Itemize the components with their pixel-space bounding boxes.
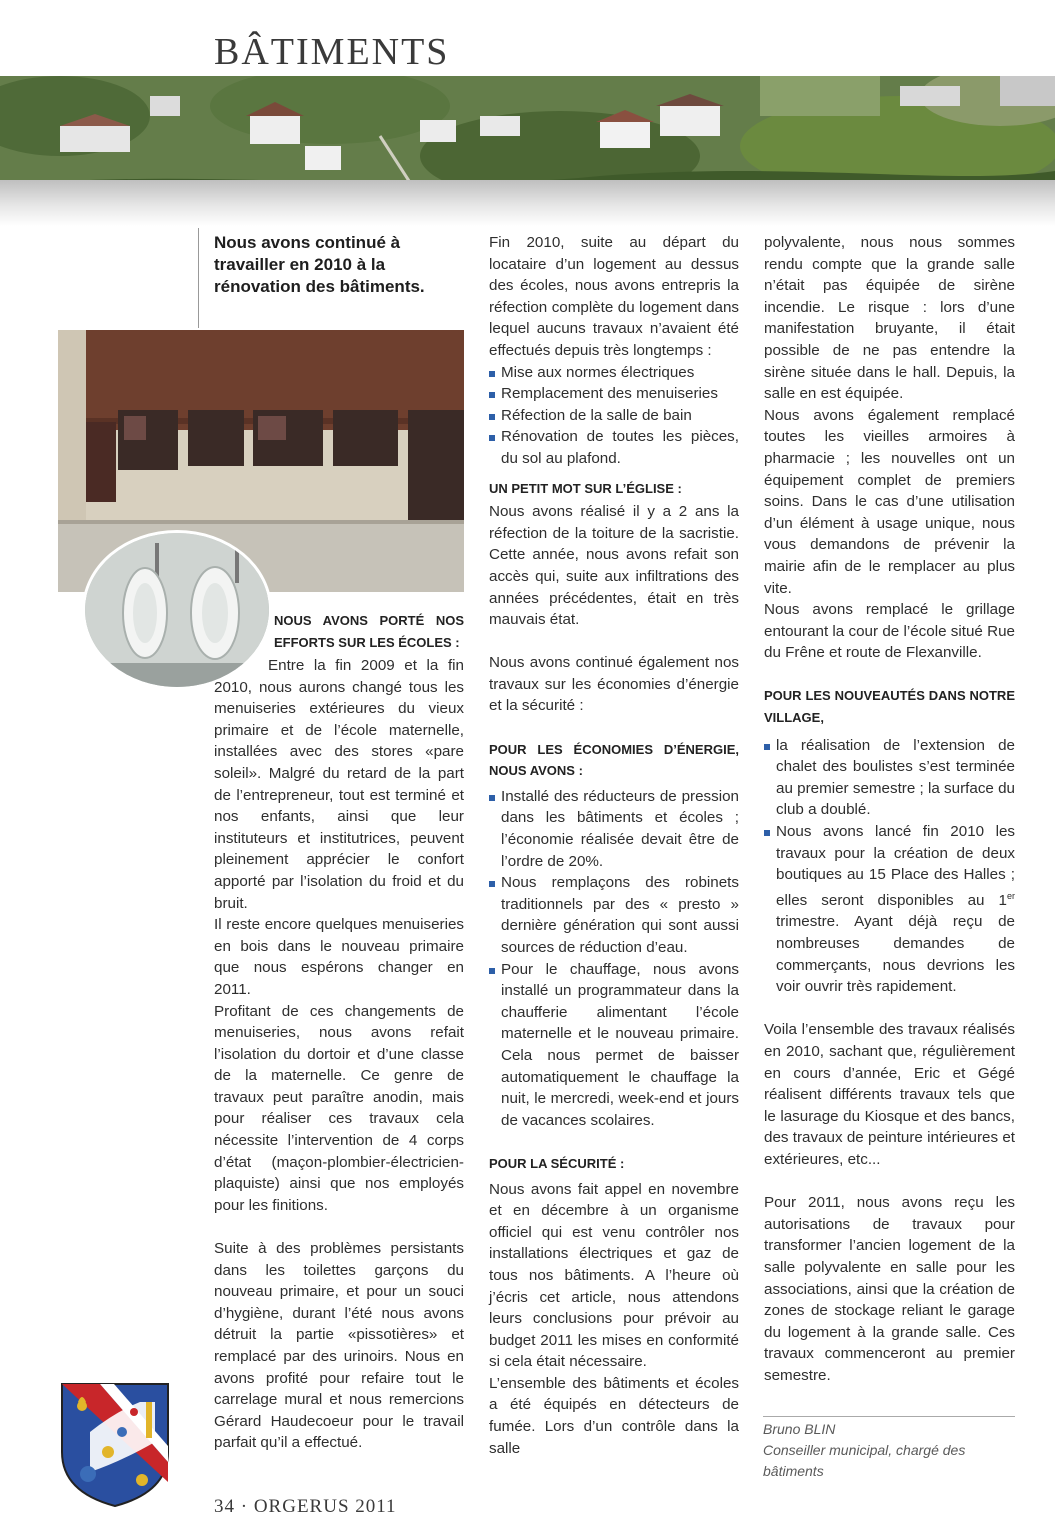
list-item: Réfection de la salle de bain bbox=[489, 405, 739, 427]
author-role-line-1: Conseiller municipal, chargé des bbox=[763, 1442, 966, 1458]
author-role-line-2: bâtiments bbox=[763, 1463, 824, 1479]
schools-heading: NOUS AVONS PORTÉ NOS EFFORTS SUR LES ÉCOLES : bbox=[274, 613, 464, 650]
smoke-detectors-paragraph: L’ensemble des bâtiments et écoles a été équipés en détecteurs de fumée. Lors d’un contrôle dans la salle bbox=[489, 1374, 739, 1457]
column-1-body-shaped bbox=[214, 655, 464, 1454]
list-item-text: trimestre. Ayant déjà reçu de nombreuses demandes de commerçants, nous devrions les voir ouvrir très rapidement. bbox=[776, 913, 1015, 996]
fence-paragraph: Nous avons remplacé le grillage entourant la cour de l’école situé Rue du Frêne et route de Flexanville. bbox=[764, 601, 1015, 662]
coat-of-arms-icon bbox=[60, 1382, 170, 1508]
list-item bbox=[764, 821, 1015, 998]
author-signature bbox=[763, 1416, 1015, 1482]
column-divider bbox=[198, 228, 199, 328]
page-footer bbox=[214, 1496, 397, 1518]
footer-separator: · bbox=[240, 1496, 249, 1517]
schools-paragraph-2: Il reste encore quelques menuiseries en bois dans le nouveau primaire que nous espérons changer en 2011. bbox=[214, 916, 464, 998]
church-paragraph: Nous avons réalisé il y a 2 ans la réfection de la toiture de la sacristie. Cette année, nous avons refait son accès qui, suite aux infiltrations des années précédentes, était en très mauvais état. bbox=[489, 503, 739, 629]
summary-paragraph: Voila l’ensemble des travaux réalisés en 2010, sachant que, régulièrement en cours d’année, Eric et Gégé réalisent différents travaux tels que le lasurage du Kiosque et des bancs, des travaux de peinture intérieures et extérieures, etc... bbox=[764, 1021, 1015, 1168]
schools-paragraph-1: Entre la fin 2009 et la fin 2010, nous aurons changé tous les menuiseries extérieures du vieux primaire et de l’école maternelle, installées avec des stores «pare soleil». Malgré du retard de la part de l’entrepreneur, tout est terminé et nos enfants, ainsi que leur instituteurs et institutrices, peuvent pleinement apprécier le confort apporté par l’isolation du froid et du bruit. bbox=[214, 657, 464, 912]
column-2 bbox=[489, 232, 739, 1459]
security-heading: POUR LA SÉCURITÉ : bbox=[489, 1155, 625, 1171]
lead-paragraph: Nous avons continué à travailler en 2010 à la rénovation des bâtiments. bbox=[214, 233, 425, 296]
schools-paragraph-3: Profitant de ces changements de menuiseries, nous avons refait l’isolation du dortoir et d’une classe de la maternelle. Ce genre de travaux peut paraître anodin, mais pour réaliser ces travaux cela nécessite l’intervention de 4 corps d’état (maçon-plombier-électricien-plaquiste) ainsi que nos employés pour les finitions. bbox=[214, 1002, 464, 1214]
siren-paragraph: polyvalente, nous nous sommes rendu compte que la grande salle n’était pas équipée de sirène incendie. Le risque : lors d’une manifestation bruyante, il était possible de ne pas entendre la sirène située dans le hall. Depuis, la salle en est équipée. bbox=[764, 234, 1015, 403]
news-list bbox=[764, 735, 1015, 998]
page-number: 34 bbox=[214, 1496, 235, 1517]
list-item: Pour le chauffage, nous avons installé un programmateur dans la chaufferie alimentant l’école maternelle et le nouveau primaire. Cela nous permet de baisser automatiquement le chauffage la nuit, le mercredi, week-end et jours de vacances scolaires. bbox=[489, 959, 739, 1132]
list-item: Nous remplaçons des robinets traditionnels par des « presto » dernière génération qui sont aussi sources de réduction d’eau. bbox=[489, 872, 739, 958]
apartment-works-list bbox=[489, 362, 739, 470]
list-item: Rénovation de toutes les pièces, du sol au plafond. bbox=[489, 426, 739, 469]
pharmacy-paragraph: Nous avons également remplacé toutes les vieilles armoires à pharmacie ; les nouvelles ont un équipement complet de premiers soins. Dans le cas d’une utilisation d’un élément à usage unique, nous vous demandons de prévenir la mairie afin de le remplacer au plus vite. bbox=[764, 406, 1015, 597]
column-3 bbox=[764, 232, 1015, 1387]
schools-paragraph-4: Suite à des problèmes persistants dans les toilettes garçons du nouveau primaire, et pour un souci d’hygiène, durant l’été nous avons détruit la partie «pissotières» et remplacé par des urinoirs. Nous en avons profité pour refaire tout le carrelage mural et nous remercions Gérard Haudecoeur pour le travail parfait qu’il a effectué. bbox=[214, 1240, 464, 1452]
security-paragraph: Nous avons fait appel en novembre et en décembre à un organisme officiel qui est venu contrôler nos installations électriques et gaz de tous nos bâtiments. A l’heure où j’écris cet article, nous attendons leurs conclusions pour prévoir au budget 2011 les mises en conformité si cela était nécessaire. bbox=[489, 1180, 739, 1371]
list-item: la réalisation de l’extension de chalet des boulistes s’est terminée au premier semestre ; la surface du club a doublé. bbox=[764, 735, 1015, 821]
energy-intro: Nous avons continué également nos travaux sur les économies d’énergie et la sécurité : bbox=[489, 654, 739, 715]
news-heading: POUR LES NOUVEAUTÉS DANS NOTRE VILLAGE, bbox=[764, 688, 1015, 726]
publication-name: ORGERUS 2011 bbox=[253, 1496, 397, 1517]
column-1-heading bbox=[274, 610, 464, 653]
energy-heading: POUR LES ÉCONOMIES D’ÉNERGIE, NOUS AVONS : bbox=[489, 741, 739, 779]
list-item: Remplacement des menuiseries bbox=[489, 383, 739, 405]
section-title: BÂTIMENTS bbox=[214, 31, 450, 73]
church-heading: UN PETIT MOT SUR L’ÉGLISE : bbox=[489, 480, 682, 496]
banner-shadow bbox=[0, 180, 1055, 226]
list-item-text: Nous avons lancé fin 2010 les travaux pour la création de deux boutiques au 15 Place des Halles ; elles seront disponibles au 1 bbox=[776, 823, 1015, 909]
list-item: Installé des réducteurs de pression dans les bâtiments et écoles ; l’économie réalisée devait être de l’ordre de 20%. bbox=[489, 786, 739, 872]
plans-2011-paragraph: Pour 2011, nous avons reçu les autorisations de travaux pour transformer l’ancien logement de la salle polyvalente en salle pour les associations, ainsi que la création de zones de stockage reliant le garage du logement à la grande salle. Ces travaux commenceront au premier semestre. bbox=[764, 1194, 1015, 1384]
list-item: Mise aux normes électriques bbox=[489, 362, 739, 384]
superscript: er bbox=[1006, 890, 1015, 901]
signature-rule bbox=[763, 1416, 1015, 1417]
energy-list bbox=[489, 786, 739, 1132]
author-name: Bruno BLIN bbox=[763, 1421, 836, 1437]
apartment-intro: Fin 2010, suite au départ du locataire d’un logement au dessus des écoles, nous avons entrepris la réfection complète du logement dans lequel aucuns travaux n’avaient été effectués depuis très longtemps : bbox=[489, 234, 739, 359]
